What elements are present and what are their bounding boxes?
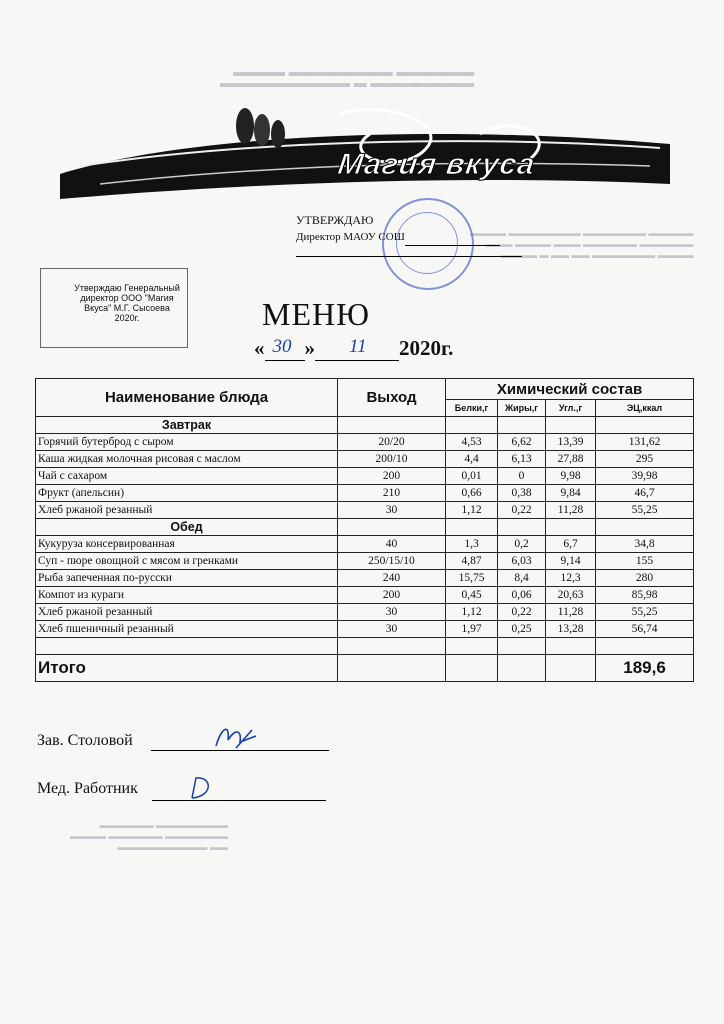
director-label: Директор МАОУ СОШ <box>296 231 405 243</box>
dish-output: 200 <box>338 468 446 485</box>
stamp-text: Утверждаю Генеральный директор ООО "Магия Вкуса" М.Г. Сысоева 2020г. <box>74 283 180 323</box>
canteen-signature-label: Зав. Столовой <box>37 732 133 749</box>
dish-carb: 20,63 <box>546 587 596 604</box>
approval-block <box>296 212 522 257</box>
page-title: МЕНЮ <box>262 296 370 332</box>
dish-energy: 39,98 <box>596 468 694 485</box>
bleed-through-text: ▬▬▬▬▬▬▬▬ ▬▬▬▬▬▬ ▬▬▬▬▬▬▬ ▬▬▬▬▬▬ ▬▬▬▬ ▬▬ ▬▬▬▬▬▬▬▬▬▬ <box>70 820 229 852</box>
table-row <box>36 621 694 638</box>
date-month: 11 <box>349 336 367 357</box>
dish-name: Хлеб ржаной резанный <box>36 604 338 621</box>
table-row <box>36 468 694 485</box>
dish-name: Фрукт (апельсин) <box>36 485 338 502</box>
dish-protein: 4,4 <box>446 451 498 468</box>
dish-fat: 6,13 <box>498 451 546 468</box>
dish-carb: 6,7 <box>546 536 596 553</box>
dish-output: 30 <box>338 604 446 621</box>
dish-energy: 56,74 <box>596 621 694 638</box>
col-header-protein: Белки,г <box>446 400 498 417</box>
dish-name: Компот из кураги <box>36 587 338 604</box>
table-row <box>36 451 694 468</box>
section-lunch: Обед <box>36 519 338 536</box>
dish-name: Хлеб пшеничный резанный <box>36 621 338 638</box>
canteen-signature <box>212 722 264 758</box>
dish-output: 40 <box>338 536 446 553</box>
dish-fat: 0,25 <box>498 621 546 638</box>
dish-output: 240 <box>338 570 446 587</box>
table-row <box>36 502 694 519</box>
dish-protein: 15,75 <box>446 570 498 587</box>
col-header-name: Наименование блюда <box>36 379 338 417</box>
dish-fat: 0,2 <box>498 536 546 553</box>
table-row <box>36 485 694 502</box>
dish-carb: 27,88 <box>546 451 596 468</box>
dish-protein: 0,01 <box>446 468 498 485</box>
dish-fat: 0,06 <box>498 587 546 604</box>
dish-energy: 131,62 <box>596 434 694 451</box>
medic-signature <box>188 774 218 808</box>
total-value: 189,6 <box>596 655 694 682</box>
dish-name: Хлеб ржаной резанный <box>36 502 338 519</box>
dish-carb: 13,28 <box>546 621 596 638</box>
brand-name: Магия вкуса <box>335 148 538 181</box>
dish-energy: 280 <box>596 570 694 587</box>
bleed-through-text: ▬▬▬▬▬ ▬▬▬▬▬▬▬ ▬▬▬▬▬▬▬▬ ▬▬▬▬ ▬▬▬▬▬▬ ▬▬▬▬▬▬ ▬▬▬ ▬▬▬▬ ▬▬▬ ▬▬▬▬ ▬▬▬▬▬▬▬ ▬▬ ▬▬ ▬ ▬▬▬▬ <box>470 228 694 260</box>
dish-output: 20/20 <box>338 434 446 451</box>
dish-protein: 1,97 <box>446 621 498 638</box>
dish-output: 30 <box>338 621 446 638</box>
dish-energy: 55,25 <box>596 502 694 519</box>
col-header-chem: Химический состав <box>446 379 694 400</box>
dish-output: 210 <box>338 485 446 502</box>
table-row <box>36 570 694 587</box>
dish-fat: 8,4 <box>498 570 546 587</box>
dish-protein: 0,66 <box>446 485 498 502</box>
dish-energy: 46,7 <box>596 485 694 502</box>
table-row <box>36 434 694 451</box>
dish-energy: 85,98 <box>596 587 694 604</box>
date-year: 2020г. <box>399 336 454 360</box>
total-label: Итого <box>36 655 338 682</box>
dish-protein: 0,45 <box>446 587 498 604</box>
table-row <box>36 553 694 570</box>
dish-name: Рыба запеченная по-русски <box>36 570 338 587</box>
company-stamp <box>40 268 188 348</box>
dish-output: 200/10 <box>338 451 446 468</box>
table-row <box>36 536 694 553</box>
dish-fat: 6,62 <box>498 434 546 451</box>
dish-fat: 6,03 <box>498 553 546 570</box>
bleed-through-text: ▬▬▬▬▬▬ ▬▬▬▬▬▬▬▬ ▬▬▬▬ ▬▬▬▬▬▬▬▬ ▬ ▬▬▬▬▬▬▬▬▬▬ <box>220 64 475 90</box>
date-day: 30 <box>272 336 292 357</box>
dish-fat: 0,22 <box>498 604 546 621</box>
col-header-energy: ЭЦ,ккал <box>596 400 694 417</box>
dish-energy: 55,25 <box>596 604 694 621</box>
dish-output: 250/15/10 <box>338 553 446 570</box>
dish-output: 200 <box>338 587 446 604</box>
dish-output: 30 <box>338 502 446 519</box>
dish-name: Чай с сахаром <box>36 468 338 485</box>
dish-name: Горячий бутерброд с сыром <box>36 434 338 451</box>
dish-protein: 4,53 <box>446 434 498 451</box>
table-row <box>36 587 694 604</box>
dish-carb: 9,98 <box>546 468 596 485</box>
menu-date: « 30 » 11 2020г. <box>254 336 454 360</box>
dish-fat: 0,22 <box>498 502 546 519</box>
dish-name: Каша жидкая молочная рисовая с маслом <box>36 451 338 468</box>
dish-carb: 12,3 <box>546 570 596 587</box>
dish-protein: 1,12 <box>446 502 498 519</box>
dish-energy: 34,8 <box>596 536 694 553</box>
approve-label: УТВЕРЖДАЮ <box>296 213 374 227</box>
dish-name: Суп - пюре овощной с мясом и гренками <box>36 553 338 570</box>
medic-signature-label: Мед. Работник <box>37 780 138 797</box>
dish-energy: 155 <box>596 553 694 570</box>
menu-table <box>35 378 694 682</box>
section-breakfast: Завтрак <box>36 417 338 434</box>
dish-carb: 11,28 <box>546 604 596 621</box>
dish-carb: 9,84 <box>546 485 596 502</box>
col-header-fat: Жиры,г <box>498 400 546 417</box>
col-header-output: Выход <box>338 379 446 417</box>
dish-energy: 295 <box>596 451 694 468</box>
dish-carb: 13,39 <box>546 434 596 451</box>
dish-name: Кукуруза консервированная <box>36 536 338 553</box>
dish-protein: 1,3 <box>446 536 498 553</box>
table-row <box>36 604 694 621</box>
dish-fat: 0,38 <box>498 485 546 502</box>
dish-protein: 4,87 <box>446 553 498 570</box>
dish-fat: 0 <box>498 468 546 485</box>
dish-protein: 1,12 <box>446 604 498 621</box>
dish-carb: 11,28 <box>546 502 596 519</box>
col-header-carb: Угл.,г <box>546 400 596 417</box>
dish-carb: 9,14 <box>546 553 596 570</box>
